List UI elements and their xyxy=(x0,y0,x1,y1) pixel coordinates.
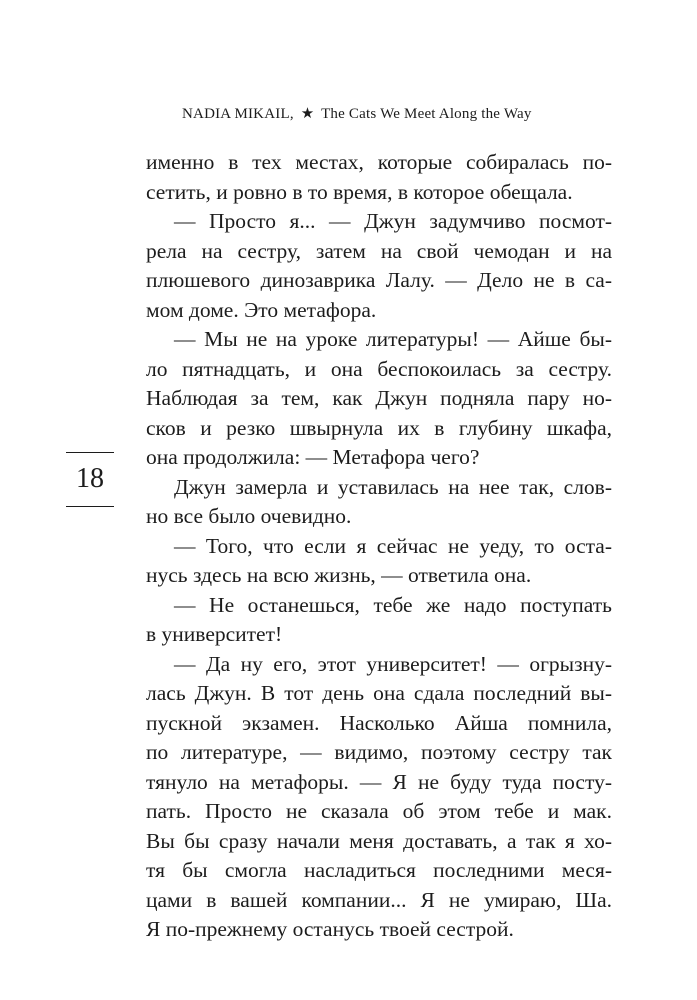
text-line: тянуло на метафоры. — Я не буду туда посту- xyxy=(146,769,612,794)
text-line: — Того, что если я сейчас не уеду, то оста- xyxy=(174,533,612,558)
text-line: но все было очевидно. xyxy=(146,504,352,528)
running-head-author: NADIA MIKAIL xyxy=(182,106,290,122)
text-line: нусь здесь на всю жизнь, — ответила она. xyxy=(146,563,532,587)
body-text xyxy=(146,148,612,945)
text-line: цами в вашей компании... Я не умираю, Ша. xyxy=(146,887,612,912)
text-line: пускной экзамен. Насколько Айша помнила, xyxy=(146,710,612,735)
text-line: сков и резко швырнула их в глубину шкафа, xyxy=(146,415,612,440)
text-line: — Просто я... — Джун задумчиво посмот- xyxy=(174,209,612,233)
page-number: 18 xyxy=(76,463,104,494)
text-line: — Да ну его, этот университет! — огрызну- xyxy=(174,651,612,676)
text-line: сетить, и ровно в то время, в которое обещала. xyxy=(146,179,573,204)
text-line: Вы бы сразу начали меня доставать, а так я хо- xyxy=(146,828,612,853)
running-head: NADIA MIKAIL, ★ The Cats We Meet Along the Way xyxy=(182,106,532,122)
text-line: ло пятнадцать, и она беспокоилась за сестру. xyxy=(146,356,612,381)
text-line: плюшевого динозаврика Лалу. — Дело не в са- xyxy=(146,268,612,292)
text-line: рела на сестру, затем на свой чемодан и на xyxy=(146,238,612,263)
text-line: — Не останешься, тебе же надо поступать xyxy=(174,592,612,617)
text-line: именно в тех местах, которые собиралась по- xyxy=(146,150,612,174)
text-line: — Мы не на уроке литературы! — Айше бы- xyxy=(174,327,612,351)
text-line: тя бы смогла насладиться последними меся- xyxy=(146,858,612,882)
text-line: в университет! xyxy=(146,622,283,646)
text-line: лась Джун. В тот день она сдала последний вы- xyxy=(146,681,612,705)
text-line: пать. Просто не сказала об этом тебе и мак. xyxy=(146,799,612,823)
text-line: Я по-прежнему останусь твоей сестрой. xyxy=(146,917,514,941)
star-separator-icon: ★ xyxy=(300,106,315,122)
running-head-title: The Cats We Meet Along the Way xyxy=(321,106,532,122)
text-line: Наблюдая за тем, как Джун подняла пару но- xyxy=(146,386,612,410)
text-line: мом доме. Это метафора. xyxy=(146,297,377,322)
text-line: она продолжила: — Метафора чего? xyxy=(146,445,480,469)
folio-rule-bottom xyxy=(66,506,114,507)
folio-rule-top xyxy=(66,452,114,453)
text-line: Джун замерла и уставилась на нее так, слов- xyxy=(174,474,612,499)
text-line: по литературе, — видимо, поэтому сестру так xyxy=(146,740,612,764)
